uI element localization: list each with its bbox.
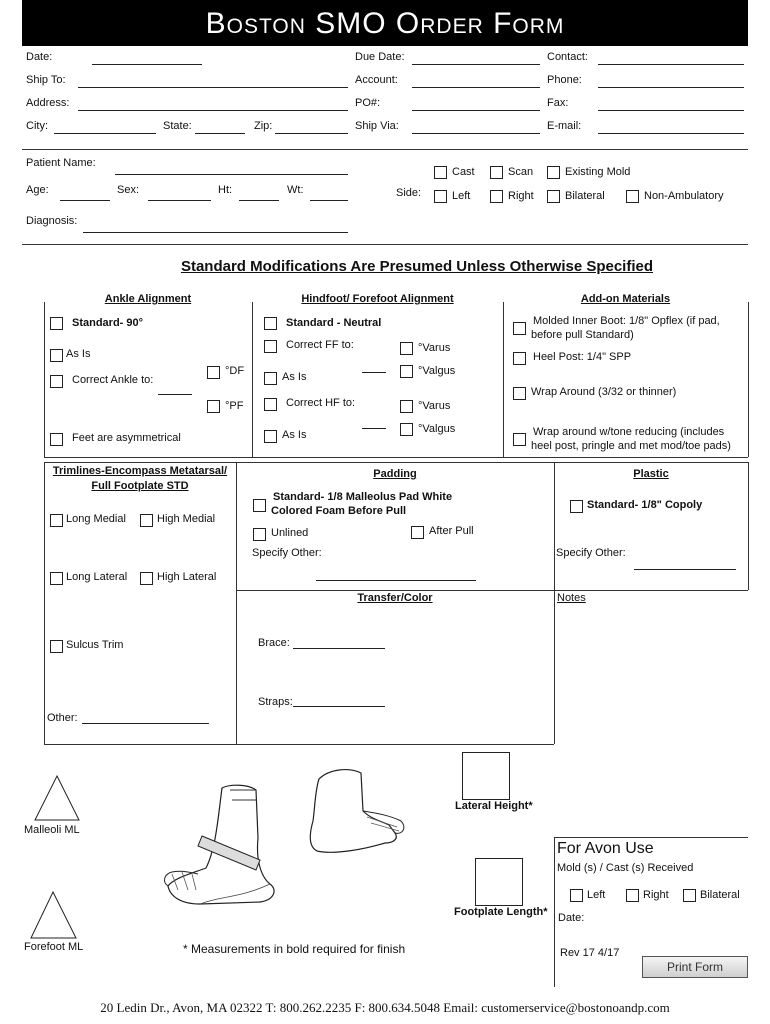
non-ambulatory-checkbox[interactable] [626,190,639,203]
trimlines-heading-2: Full Footplate STD [91,480,189,492]
age-label: Age: [26,184,49,196]
ff-varus-checkbox[interactable] [400,342,413,355]
smo-foot-illustration [160,778,310,910]
plastic-specify-field[interactable] [634,569,736,570]
avon-bilateral-checkbox[interactable] [683,889,696,902]
grid-line [44,744,554,745]
ship-to-field[interactable] [78,87,348,88]
scan-checkbox[interactable] [490,166,503,179]
diagnosis-label: Diagnosis: [26,215,78,227]
grid-line [748,462,749,590]
straps-label: Straps: [258,696,293,708]
ff-degree-field[interactable] [362,372,386,373]
city-label: City: [26,120,48,132]
hindfoot-heading: Hindfoot/ Forefoot Alignment [301,293,454,305]
state-field[interactable] [195,133,245,134]
ff-varus-label: °Varus [418,342,451,354]
ship-to-label: Ship To: [26,74,66,86]
hf-varus-checkbox[interactable] [400,400,413,413]
email-label: E-mail: [547,120,582,132]
email-field[interactable] [598,133,744,134]
hf-valgus-checkbox[interactable] [400,423,413,436]
title-bar [22,0,748,46]
ankle-standard-checkbox[interactable] [50,317,63,330]
due-date-label: Due Date: [355,51,405,63]
state-label: State: [163,120,192,132]
hf-valgus-label: °Valgus [418,423,456,435]
side-label: Side: [396,187,422,199]
cast-checkbox[interactable] [434,166,447,179]
print-form-button[interactable]: Print Form [642,956,748,978]
hf-varus-label: °Varus [418,400,451,412]
grid-line [252,302,253,457]
trimlines-heading-1: Trimlines-Encompass Metatarsal/ [52,465,228,477]
transfer-heading: Transfer/Color [357,592,433,604]
address-field[interactable] [78,110,348,111]
account-label: Account: [355,74,398,86]
rev-label: Rev 17 4/17 [560,947,620,959]
side-left-label: Left [452,190,471,202]
correct-ankle-field[interactable] [158,394,192,395]
plastic-standard-label: Standard- 1/8" Copoly [587,499,703,511]
hf-degree-field[interactable] [362,428,386,429]
fax-label: Fax: [547,97,569,109]
long-medial-checkbox[interactable] [50,514,63,527]
correct-ff-checkbox[interactable] [264,340,277,353]
brace-field[interactable] [293,648,385,649]
grid-line [44,462,748,463]
long-lateral-label: Long Lateral [66,571,128,583]
high-lateral-label: High Lateral [157,571,217,583]
wrap-around-checkbox[interactable] [513,387,526,400]
existing-mold-checkbox[interactable] [547,166,560,179]
ankle-as-is-checkbox[interactable] [50,349,63,362]
divider [22,149,748,150]
footplate-length-label: Footplate Length* [454,906,548,918]
form-title: Boston SMO Order Form [205,7,565,40]
padding-heading: Padding [373,468,417,480]
long-lateral-checkbox[interactable] [50,572,63,585]
grid-line [44,457,748,458]
scan-label: Scan [508,166,534,178]
po-field[interactable] [412,110,540,111]
padding-standard-label-1: Standard- 1/8 Malleolus Pad White [273,491,453,503]
padding-specify-field[interactable] [316,580,476,581]
due-date-field[interactable] [412,64,540,65]
avon-heading: For Avon Use [557,840,654,857]
ff-valgus-label: °Valgus [418,365,456,377]
cast-label: Cast [452,166,475,178]
asymmetrical-checkbox[interactable] [50,433,63,446]
addon-heading: Add-on Materials [580,293,671,305]
trim-other-field[interactable] [82,723,209,724]
correct-hf-checkbox[interactable] [264,398,277,411]
ff-valgus-checkbox[interactable] [400,365,413,378]
ship-via-label: Ship Via: [355,120,399,132]
pf-checkbox[interactable] [207,400,220,413]
avon-received-label: Mold (s) / Cast (s) Received [557,862,694,874]
avon-right-checkbox[interactable] [626,889,639,902]
po-label: PO#: [355,97,381,109]
plastic-specify-label: Specify Other: [556,547,626,559]
after-pull-label: After Pull [429,525,474,537]
contact-field[interactable] [598,64,744,65]
pf-label: °PF [225,400,244,412]
avon-right-label: Right [643,889,669,901]
footer-address: 20 Ledin Dr., Avon, MA 02322 T: 800.262.2235 F: 800.634.5048 Email: customerservice@bostonoandp.com [100,1000,670,1015]
brace-label: Brace: [258,637,290,649]
date-field[interactable] [92,64,202,65]
side-right-checkbox[interactable] [490,190,503,203]
sulcus-checkbox[interactable] [50,640,63,653]
divider [22,244,748,245]
zip-label: Zip: [254,120,273,132]
high-medial-label: High Medial [157,513,216,525]
ht-label: Ht: [218,184,233,196]
wrap-around-label: Wrap Around (3/32 or thinner) [531,386,677,398]
lateral-height-label: Lateral Height* [455,800,533,812]
avon-date-label: Date: [558,912,585,924]
tone-reducing-checkbox[interactable] [513,433,526,446]
hf-as-is-checkbox[interactable] [264,430,277,443]
standard-mods-heading: Standard Modifications Are Presumed Unless Otherwise Specified [180,258,654,275]
high-lateral-checkbox[interactable] [140,572,153,585]
patient-name-field[interactable] [115,174,348,175]
avon-left-label: Left [587,889,606,901]
forefoot-triangle-icon [29,890,79,940]
hindfoot-standard-checkbox[interactable] [264,317,277,330]
inner-boot-label-2: before pull Standard) [531,329,634,341]
ankle-heading: Ankle Alignment [104,293,192,305]
correct-ff-label: Correct FF to: [286,339,354,351]
long-medial-label: Long Medial [66,513,126,525]
contact-label: Contact: [547,51,588,63]
non-ambulatory-label: Non-Ambulatory [644,190,724,202]
ship-via-field[interactable] [412,133,540,134]
avon-divider [554,837,748,838]
sulcus-label: Sulcus Trim [66,639,124,651]
grid-line [236,590,748,591]
phone-field[interactable] [598,87,744,88]
side-left-checkbox[interactable] [434,190,447,203]
grid-line [503,302,504,457]
correct-ankle-label: Correct Ankle to: [72,374,154,386]
footplate-length-box[interactable] [475,858,523,906]
ff-as-is-checkbox[interactable] [264,372,277,385]
heel-post-label: Heel Post: 1/4" SPP [533,351,632,363]
ht-field[interactable] [239,200,279,201]
hf-as-is-label: As Is [282,429,307,441]
padding-standard-checkbox[interactable] [253,499,266,512]
unlined-checkbox[interactable] [253,528,266,541]
heel-post-checkbox[interactable] [513,352,526,365]
lateral-height-box[interactable] [462,752,510,800]
tone-reducing-label-2: heel post, pringle and met mod/toe pads) [531,440,731,452]
side-bilateral-label: Bilateral [565,190,605,202]
inner-boot-label-1: Molded Inner Boot: 1/8" Opflex (if pad, [533,315,720,327]
sex-label: Sex: [117,184,140,196]
patient-name-label: Patient Name: [26,157,96,169]
account-field[interactable] [412,87,540,88]
avon-left-checkbox[interactable] [570,889,583,902]
age-field[interactable] [60,200,110,201]
plastic-heading: Plastic [633,468,669,480]
ankle-as-is-label: As Is [66,348,91,360]
df-label: °DF [225,365,245,377]
malleoli-label: Malleoli ML [24,824,80,836]
padding-specify-label: Specify Other: [252,547,322,559]
measurements-note: * Measurements in bold required for finish [183,942,406,956]
grid-line [44,302,45,457]
smo-side-illustration [305,765,415,865]
address-label: Address: [26,97,70,109]
straps-field[interactable] [293,706,385,707]
ankle-standard-label: Standard- 90° [72,317,144,329]
side-bilateral-checkbox[interactable] [547,190,560,203]
existing-mold-label: Existing Mold [565,166,631,178]
city-field[interactable] [54,133,156,134]
grid-line [44,462,45,744]
ff-as-is-label: As Is [282,371,307,383]
inner-boot-checkbox[interactable] [513,322,526,335]
avon-bilateral-label: Bilateral [700,889,740,901]
df-checkbox[interactable] [207,366,220,379]
correct-hf-label: Correct HF to: [286,397,356,409]
unlined-label: Unlined [271,527,309,539]
plastic-standard-checkbox[interactable] [570,500,583,513]
hindfoot-standard-label: Standard - Neutral [286,317,382,329]
wt-field[interactable] [310,200,348,201]
after-pull-checkbox[interactable] [411,526,424,539]
sex-field[interactable] [148,200,211,201]
forefoot-label: Forefoot ML [24,941,84,953]
grid-line [554,462,555,744]
grid-line [748,302,749,457]
notes-heading: Notes [557,592,586,604]
diagnosis-field[interactable] [83,232,348,233]
correct-ankle-checkbox[interactable] [50,375,63,388]
side-right-label: Right [508,190,534,202]
malleoli-triangle-icon [33,774,83,822]
padding-standard-label-2: Colored Foam Before Pull [271,505,407,517]
wt-label: Wt: [287,184,304,196]
zip-field[interactable] [275,133,348,134]
tone-reducing-label-1: Wrap around w/tone reducing (includes [533,426,725,438]
avon-divider [554,837,555,987]
trim-other-label: Other: [47,712,78,724]
date-label: Date: [26,51,53,63]
asymmetrical-label: Feet are asymmetrical [72,432,181,444]
fax-field[interactable] [598,110,744,111]
high-medial-checkbox[interactable] [140,514,153,527]
phone-label: Phone: [547,74,582,86]
